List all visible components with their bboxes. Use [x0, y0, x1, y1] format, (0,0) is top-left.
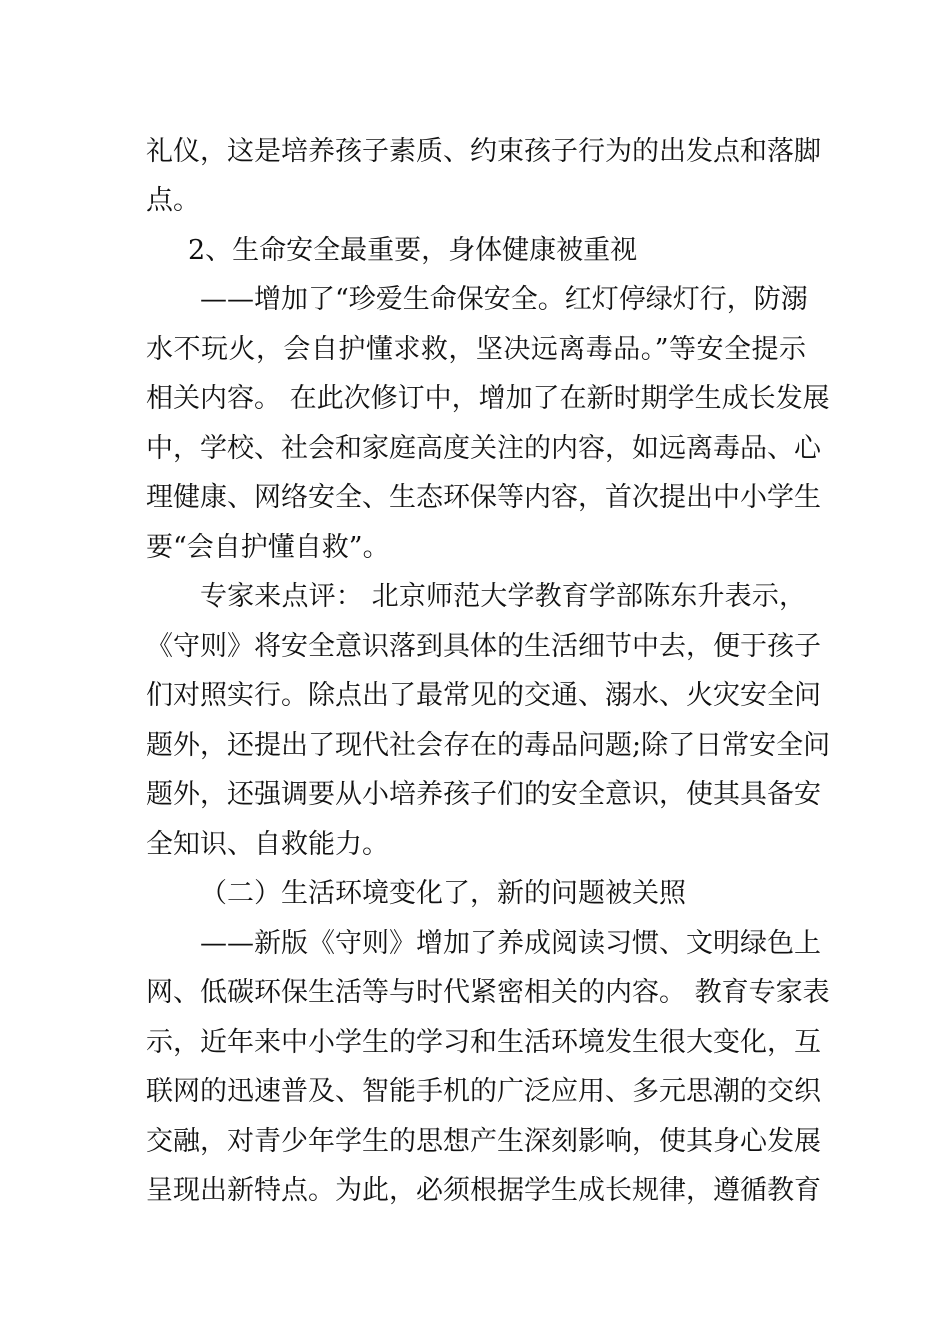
text-line: 题外，还强调要从小培养孩子们的安全意识，使其具备安 [146, 779, 821, 810]
text-line: 相关内容。 在此次修订中，增加了在新时期学生成长发展 [146, 383, 830, 414]
text-line: 水不玩火，会自护懂求救，坚决远离毒品。”等安全提示 [146, 334, 806, 365]
text-line: 专家来点评： 北京师范大学教育学部陈东升表示， [200, 581, 806, 612]
text-line: 理健康、网络安全、生态环保等内容，首次提出中小学生 [146, 482, 821, 513]
text-line: 示，近年来中小学生的学习和生活环境发生很大变化，互 [146, 1027, 821, 1058]
text-line: 联网的迅速普及、智能手机的广泛应用、多元思潮的交织 [146, 1076, 821, 1107]
text-line: 礼仪，这是培养孩子素质、约束孩子行为的出发点和落脚 [146, 136, 821, 167]
text-line: 交融，对青少年学生的思想产生深刻影响，使其身心发展 [146, 1126, 821, 1157]
text-line: ——增加了“珍爱生命保安全。红灯停绿灯行，防溺 [200, 284, 808, 315]
text-line: 全知识、自救能力。 [146, 829, 389, 860]
text-line: 《守则》将安全意识落到具体的生活细节中去，便于孩子 [146, 631, 821, 662]
text-line: 网、低碳环保生活等与时代紧密相关的内容。 教育专家表 [146, 977, 830, 1008]
text-line: 点。 [146, 185, 200, 216]
section-heading: （二）生活环境变化了，新的问题被关照 [200, 878, 686, 909]
text-line: 呈现出新特点。为此，必须根据学生成长规律，遵循教育 [146, 1175, 821, 1206]
text-line: 题外，还提出了现代社会存在的毒品问题;除了日常安全问 [146, 730, 831, 761]
text-line: 要“会自护懂自救”。 [146, 532, 390, 563]
section-heading: 2、生命安全最重要，身体健康被重视 [188, 235, 638, 266]
text-line: ——新版《守则》增加了养成阅读习惯、文明绿色上 [200, 928, 821, 959]
text-line: 中，学校、社会和家庭高度关注的内容，如远离毒品、心 [146, 433, 821, 464]
text-line: 们对照实行。除点出了最常见的交通、溺水、火灾安全问 [146, 680, 821, 711]
